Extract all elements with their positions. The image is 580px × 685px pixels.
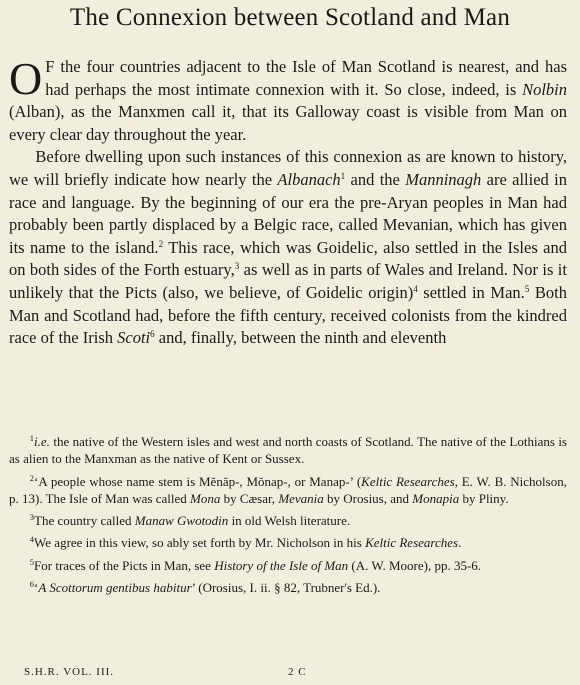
page-title: The Connexion between Scotland and Man [69, 4, 511, 31]
footnote-2: $^2$‘A people whose name stem is Mĕnăp-, Mŏnap-, or Manap-’ (Keltic Researches, E. W. B. Nicholson, p. 13). The Isle of Man was called Mona by Cæsar, Mevania by Orosius, and Monapia by Pliny. [9, 472, 567, 507]
paragraph-2: Before dwelling upon such instances of this connexion as are known to history, we will briefly indicate how nearly the Albanach$^1$ and the Manninagh are allied in race and language. By the beginning of our era the pre-Aryan peoples in Man had probably been partly displaced by a Belgic race, called Mevanian, which has given its name to the island.$^2$ This race, which was Goidelic, also settled in the Isles and on both sides of the Forth estuary,$^3$ as well as in parts of Wales and Ireland. Nor is it unlikely that the Picts (also, we believe, of Goidelic origin)$^4$ settled in Man.$^5$ Both Man and Scotland had, before the fifth century, received colonists from the kindred race of the Irish Scoti$^6$ and, finally, between the ninth and eleventh [9, 147, 567, 348]
footnote-ref-2[interactable]: 2 [158, 238, 164, 249]
drop-cap: O [9, 53, 43, 104]
paragraph-1: O F the four countries adjacent to the Isle of Man Scotland is nearest, and has had perhaps the most intimate connexion with it. So close, indeed, is Nolbin (Alban), as the Manxmen call it, that its Galloway coast is visible from Man on every clear day throughout the year. [9, 53, 567, 144]
body-text [9, 53, 567, 350]
gathering-mark: 2 C [288, 666, 307, 678]
signature-mark: S.H.R. VOL. III. [24, 666, 115, 678]
footnote-ref-6[interactable]: 6 [150, 329, 155, 340]
footnote-ref-3[interactable]: 3 [234, 261, 240, 272]
footnote-ref-4[interactable]: 4 [413, 283, 418, 294]
footnote-ref-5[interactable]: 5 [524, 283, 530, 294]
footnote-5: $^5$For traces of the Picts in Man, see History of the Isle of Man (A. W. Moore), pp. 35-6. [29, 556, 482, 573]
footnote-4: $^4$We agree in this view, so ably set forth by Mr. Nicholson in his Keltic Researches. [29, 534, 462, 551]
footnote-ref-1[interactable]: 1 [340, 170, 346, 181]
footnote-3: $^3$The country called Manaw Gwotodin in old Welsh literature. [29, 512, 351, 529]
footnotes [9, 433, 567, 601]
footnote-1: $^1$i.e. the native of the Western isles and west and north coasts of Scotland. The native of the Lothians is as alien to the Manxman as the native of Kent or Sussex. [9, 433, 567, 467]
footnote-6: $^6$‘A Scottorum gentibus habitur’ (Orosius, I. ii. § 82, Trubner's Ed.). [29, 578, 381, 595]
